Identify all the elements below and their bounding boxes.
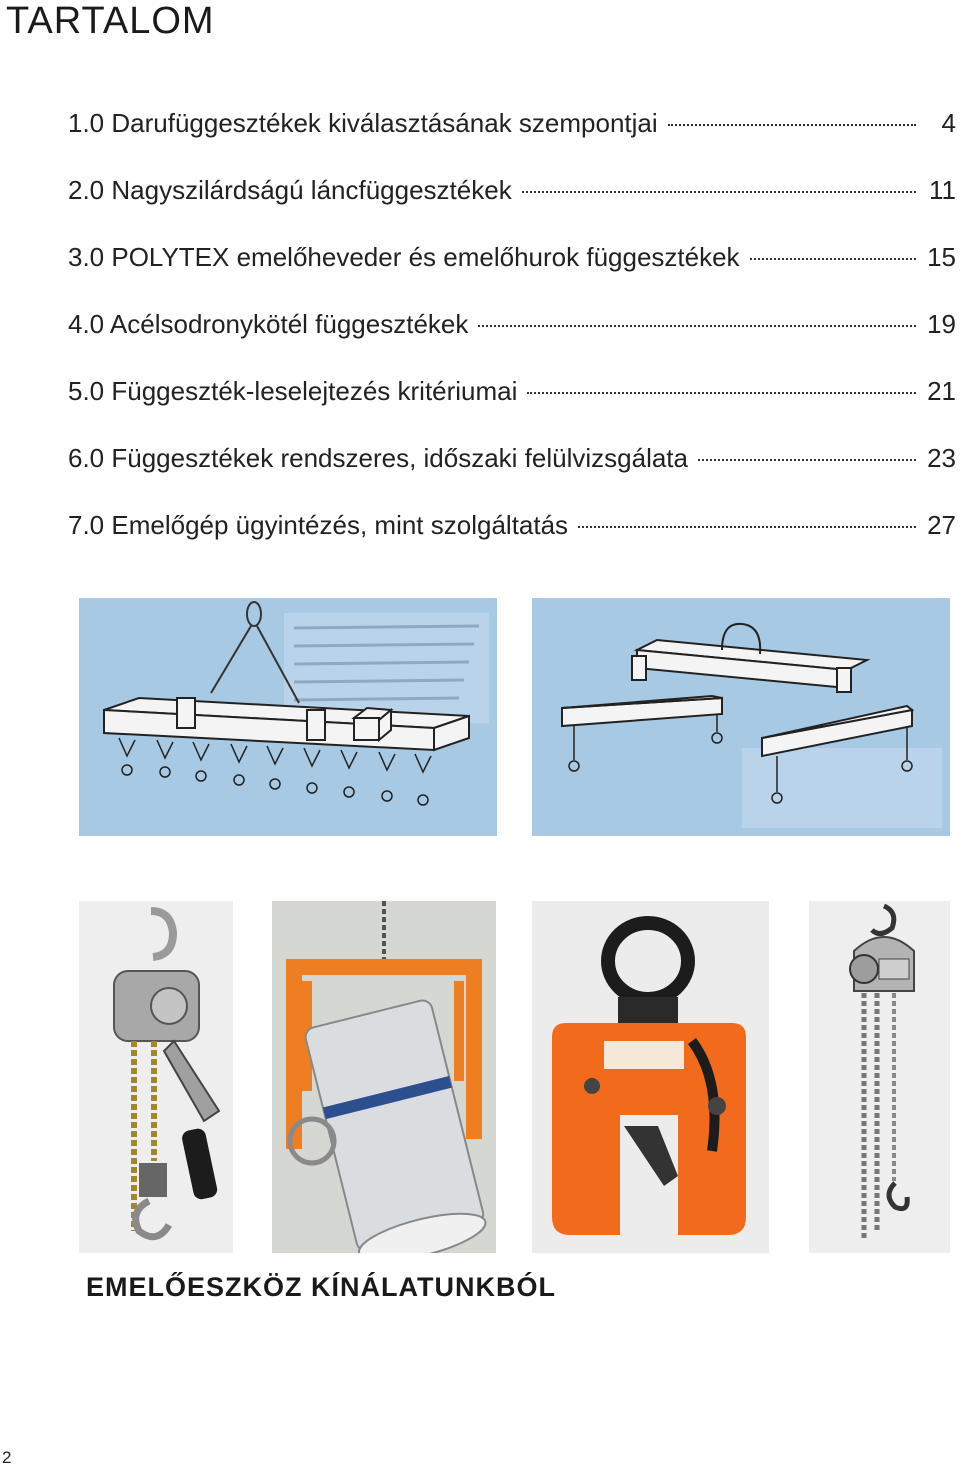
toc-item-label: 3.0 POLYTEX emelőheveder és emelőhurok függesztékek xyxy=(68,242,740,272)
dot-leader xyxy=(668,124,916,126)
toc-item-page: 11 xyxy=(929,175,956,205)
chain-hoist-photo xyxy=(809,901,950,1253)
toc-item-label: 7.0 Emelőgép ügyintézés, mint szolgáltatás xyxy=(68,510,569,540)
toc-item-label: 4.0 Acélsodronykötél függesztékek xyxy=(68,309,469,339)
toc-item-label: 1.0 Darufüggesztékek kiválasztásának szempontjai xyxy=(68,108,658,138)
toc-item[interactable] xyxy=(68,108,956,175)
toc-item[interactable] xyxy=(68,242,956,309)
toc-item[interactable] xyxy=(68,309,956,376)
toc-item[interactable] xyxy=(68,510,956,577)
dot-leader xyxy=(698,459,916,461)
toc-item-page: 21 xyxy=(927,376,956,406)
dot-leader xyxy=(750,258,916,260)
plate-clamp-photo xyxy=(532,901,769,1253)
toc-item-label: 5.0 Függeszték-leselejtezés kritériumai xyxy=(68,376,518,406)
dot-leader xyxy=(527,392,916,394)
toc-item[interactable] xyxy=(68,175,956,242)
drum-lifter-photo xyxy=(272,901,496,1253)
toc-item-page: 4 xyxy=(941,108,956,138)
spreader-beam-illustration xyxy=(79,598,497,836)
table-of-contents xyxy=(68,108,956,577)
h-frame-spreader-illustration xyxy=(532,598,950,836)
dot-leader xyxy=(578,526,916,528)
toc-item-label: 6.0 Függesztékek rendszeres, időszaki felülvizsgálata xyxy=(68,443,688,473)
lever-hoist-photo xyxy=(79,901,233,1253)
page-number: 2 xyxy=(2,1448,12,1467)
dot-leader xyxy=(478,325,916,327)
toc-item-page: 23 xyxy=(927,443,956,473)
page-title: TARTALOM xyxy=(6,0,215,42)
toc-item[interactable] xyxy=(68,443,956,510)
toc-item[interactable] xyxy=(68,376,956,443)
section-title: EMELŐESZKÖZ KÍNÁLATUNKBÓL xyxy=(86,1272,556,1302)
toc-item-page: 27 xyxy=(927,510,956,540)
toc-item-page: 15 xyxy=(927,242,956,272)
dot-leader xyxy=(522,191,916,193)
toc-item-page: 19 xyxy=(927,309,956,339)
toc-item-label: 2.0 Nagyszilárdságú láncfüggesztékek xyxy=(68,175,512,205)
